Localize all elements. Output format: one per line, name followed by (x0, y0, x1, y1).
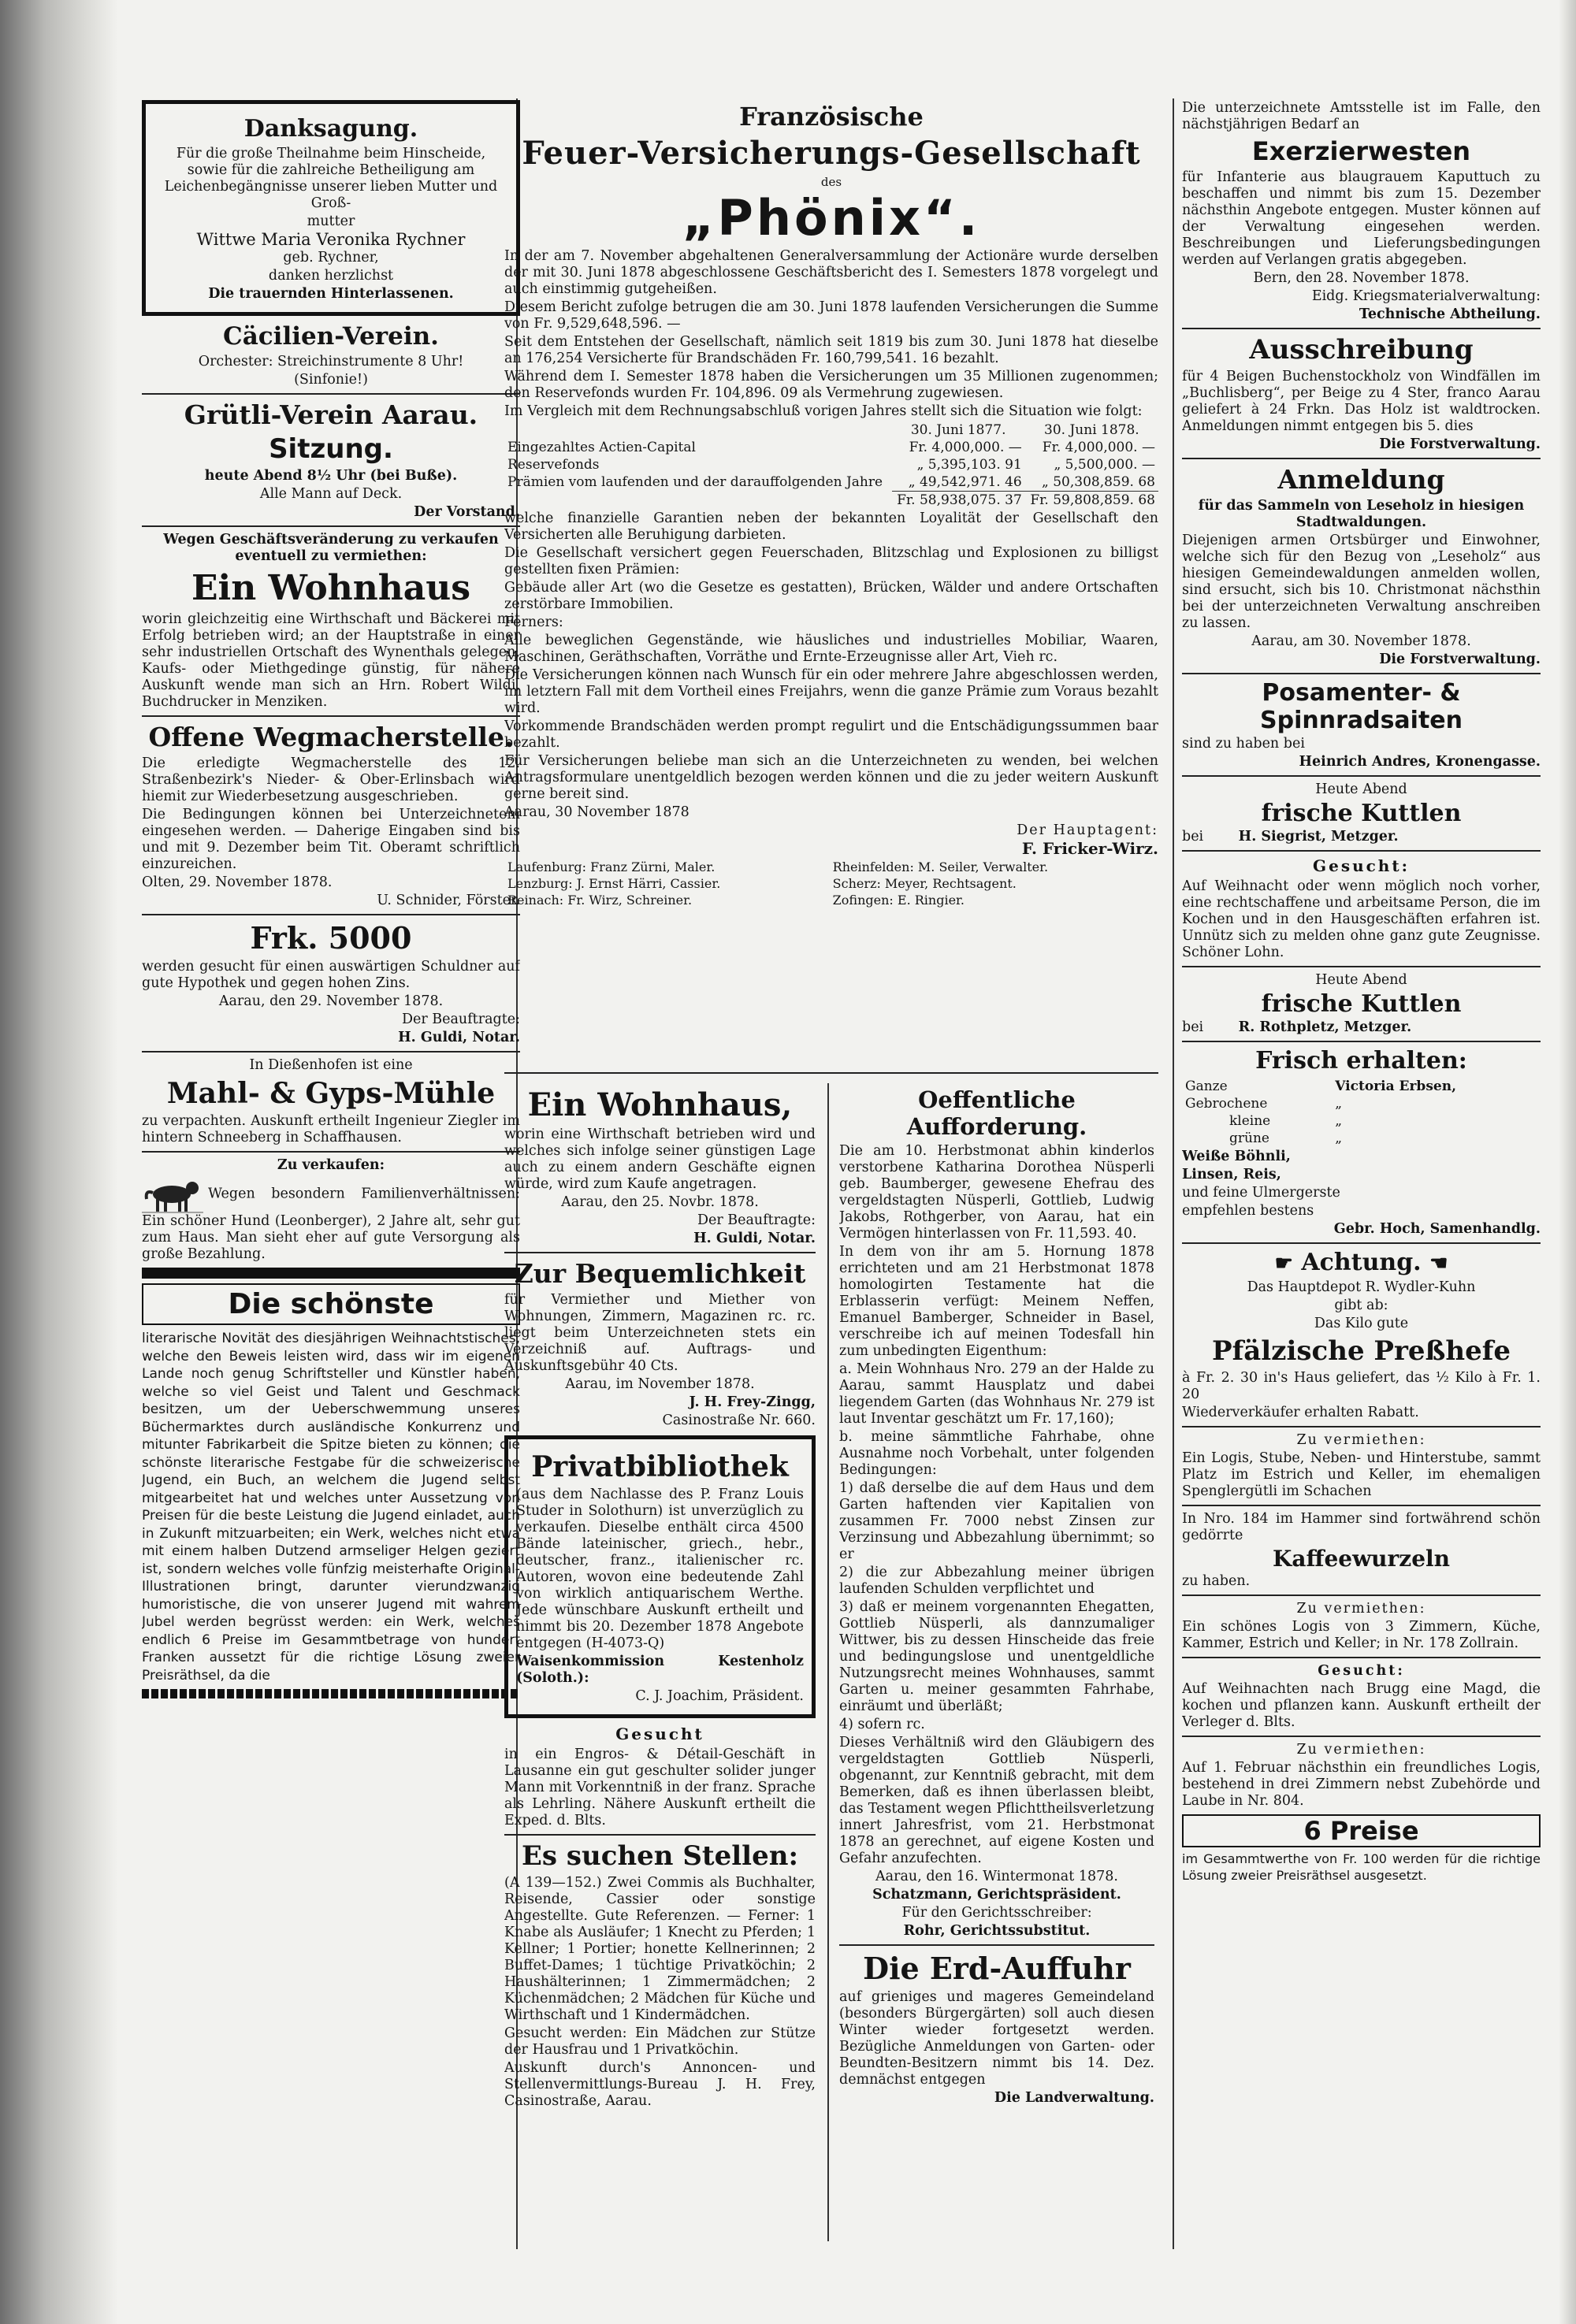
ad-gesucht-magd (1182, 1663, 1541, 1731)
wegmacher-title: Offene Wegmacherstelle. (148, 722, 514, 752)
table-cell: Fr. 4,000,000. — (909, 440, 1022, 455)
preise-title: 6 Preise (1303, 1816, 1419, 1846)
gesucht3-text: Auf Weihnachten nach Brugg eine Magd, die kochen und pflanzen kann. Auskunft ertheilt der Verleger d. Blts. (1182, 1681, 1541, 1730)
bequem-addr: Casinostraße Nr. 660. (662, 1413, 816, 1428)
divider (1182, 1505, 1541, 1506)
phoenix-role: Der Hauptagent: (1017, 822, 1158, 838)
item-value: „ (1335, 1096, 1343, 1112)
kaffee-tail: zu haben. (1182, 1573, 1251, 1589)
divider (142, 914, 520, 915)
danksagung-name: Wittwe Maria Veronika Rychner (196, 230, 466, 249)
table-header: 30. Juni 1877. (910, 422, 1006, 438)
privat-title: Privatbibliothek (531, 1450, 789, 1483)
list-item (1182, 1078, 1541, 1095)
dog-illustration-icon (142, 1175, 203, 1213)
aufforderung-place: Aarau, den 16. Wintermonat 1878. (875, 1869, 1118, 1884)
kuttlen1-bei: bei (1182, 829, 1204, 845)
wohnhaus1-intro: Wegen Geschäftsveränderung zu verkaufen eventuell zu vermiethen: (163, 532, 499, 564)
achtung-text: à Fr. 2. 30 in's Haus geliefert, das ½ Kilo à Fr. 1. 20 (1182, 1370, 1541, 1402)
phoenix-p8: Gebäude aller Art (wo die Gesetze es gestatten), Brücken, Wälder und andere Ortschaften zerstörbare Immobilien. (504, 580, 1158, 612)
ad-achtung (1182, 1249, 1541, 1421)
ad-vermiethen-3 (1182, 1742, 1541, 1810)
table-cell: „ 5,395,103. 91 (916, 457, 1022, 473)
frisch-l4: empfehlen bestens (1182, 1203, 1314, 1219)
ad-privatbibliothek (504, 1435, 816, 1718)
danksagung-text: Für die große Theilnahme beim Hinscheide, sowie für die zahlreiche Betheiligung am Leichenbegängnisse unserer lieben Mutter und Groß- (164, 146, 498, 211)
gruetli-sign: Der Vorstand. (414, 504, 520, 520)
anmeldung-text: Diejenigen armen Ortsbürger und Einwohner, welche sich für den Bezug von „Leseholz“ aus hiesigen Gemeindewaldungen anmelden wollen, sind ersucht, sich bis 10. Christmonat nächsthin bei der unterzeichneten Verwaltung anschreiben zu lassen. (1182, 533, 1541, 631)
gruetli-title: Grütli-Verein Aarau. (184, 399, 478, 430)
wohnhaus2-title: Ein Wohnhaus, (527, 1086, 793, 1123)
achtung-title: Achtung. (1301, 1249, 1422, 1276)
table-cell: „ 49,542,971. 46 (908, 474, 1022, 490)
schoenste-text: literarische Novität des diesjährigen Weihnachtstisches, welche den Beweis leisten wird, dass wir im eigenen Lande noch genug Schriftsteller und Künstler haben, welche so viel Geist und Talent und Geschmack besitzen, um der Ueberschwemmung unseres Büchermarktes durch ausländische Konkurrenz und mitunter Fabrikarbeit die Spitze bieten zu können; die schönste literarische Festgabe für die schweizerische Jugend, ein Buch, an welchem die Jugend selbst mitgearbeitet hat und welches unter Aussetzung von Preisen für die beste Leistung die Jugend einladet, auch in Zukunft mitzuarbeiten; ein Werk, welches nicht etwa mit einem halben Dutzend armseliger Helgen geziert ist, sondern welches volle fünfzig meisterhafte Original-Illustrationen bringt, darunter vierundzwanzig humoristische, die von unserer Jugend mit wahrem Jubel werden begrüsst werden: ein Werk, welches endlich 6 Preise im Gesammtbetrage von hundert Franken aussetzt für die richtige Lösung zweier Preisräthsel, da die (142, 1331, 520, 1684)
aufforderung-p3: Dieses Verhältniß wird den Gläubigern des vergeldstagten Gottlieb Nüsperli, obgenannt, zur Kenntniß gebracht, mit dem Bemerken, daß es ihnen überlassen bleibt, das Testament wegen Pflichttheilsverletzung innert Jahresfrist, vom 21. Herbstmonat 1878 an gerechnet, auf eigene Kosten und Gefahr anzufechten. (839, 1735, 1154, 1866)
exerzier-title: Exerzierwesten (1251, 136, 1471, 166)
table-cell: Eingezahltes Actien-Capital (507, 440, 696, 455)
agent-entry: Lenzburg: J. Ernst Härri, Cassier. (507, 876, 721, 891)
aufforderung-a: a. Mein Wohnhaus Nro. 279 an der Halde zu Aarau, sammt Hausplatz und dabei liegendem Garten (das Wohnhaus Nr. 279 ist laut Inventar geschätzt um Fr. 17,160); (839, 1361, 1154, 1427)
divider (1182, 1426, 1541, 1427)
frk-role: Der Beauftragte: (401, 1012, 520, 1027)
column-rule-right (1173, 98, 1174, 2249)
hund-text (142, 1175, 520, 1263)
hund-text-body: Wegen besondern Familienverhältnissen: Ein schöner Hund (Leonberger), 2 Jahre alt, sehr gut zum Haus. Man sieht eher auf gute Versorgung als große Bezahlung. (142, 1186, 520, 1262)
verm1-title: Zu vermiethen: (1296, 1432, 1426, 1448)
ad-wohnhaus-1 (142, 532, 520, 711)
privat-org: Waisenkommission Kestenholz (Soloth.): (516, 1654, 804, 1686)
anmeldung-sign: Die Forstverwaltung. (1379, 652, 1541, 667)
divider (1182, 1041, 1541, 1042)
bequem-text: für Vermiether und Miether von Wohnungen, Zimmern, Magazinen rc. rc. liegt beim Unterzeichneten stets ein Verzeichniß auf. Auftrags- und Auskunftsgebühr 40 Cts. (504, 1292, 816, 1374)
hund-title: Zu verkaufen: (277, 1157, 385, 1173)
frk-title: Frk. 5000 (250, 920, 412, 956)
wegmacher-place: Olten, 29. November 1878. (142, 874, 333, 890)
aufforderung-b2: 2) die zur Abbezahlung meiner übrigen laufenden Schulden verpflichtet und (839, 1565, 1154, 1597)
frisch-items (1182, 1078, 1541, 1147)
wohnhaus2-role: Der Beauftragte: (697, 1212, 816, 1228)
divider (504, 1834, 816, 1836)
muehle-title: Mahl- & Gyps-Mühle (166, 1077, 496, 1110)
posament-title2: Spinnradsaiten (1259, 707, 1463, 734)
list-item (1182, 1112, 1541, 1130)
ad-frk-5000 (142, 920, 520, 1046)
pointing-hand-icon: ☛ (1274, 1252, 1293, 1275)
phoenix-p6: welche finanzielle Garantien neben der bekannten Loyalität der Gesellschaft den Versicherten alle Beruhigung darbieten. (504, 510, 1158, 543)
kuttlen1-title: frische Kuttlen (1261, 800, 1462, 827)
table-row (504, 892, 1158, 908)
exerzier-place: Bern, den 28. November 1878. (1253, 270, 1470, 286)
divider (504, 1252, 816, 1253)
frk-place: Aarau, den 29. November 1878. (218, 993, 444, 1009)
gesucht1-text: in ein Engros- & Détail-Geschäft in Lausanne ein gut geschulter solider junger Mann mit Vorkenntniß in der franz. Sprache als Lehrling. Nähere Auskunft ertheilt die Exped. d. Blts. (504, 1747, 816, 1828)
privat-text: (aus dem Nachlasse des P. Franz Louis Studer in Solothurn) ist unverzüglich zu verkaufen. Dieselbe enthält circa 4500 Bände lateinischer, griech., hebr., deutscher, franz., italienischer rc. Autoren, wovon eine bedeutende Zahl von wirklich antiquarischem Werthe. Jede wünschbare Auskunft ertheilt und nimmt bis 20. Dezember 1878 Angebote entgegen (H-4073-Q) (516, 1487, 804, 1651)
posament-text: sind zu haben bei (1182, 736, 1305, 752)
column-left (142, 98, 520, 2249)
phoenix-agents (504, 859, 1158, 908)
muehle-text: zu verpachten. Auskunft ertheilt Ingenieur Ziegler im hintern Schneeberg in Schaffhausen. (142, 1113, 520, 1145)
divider (142, 1151, 520, 1153)
verm3-text: Auf 1. Februar nächsthin ein freundliches Logis, bestehend in drei Zimmern nebst Zubehörde und Laube in Nr. 804. (1182, 1760, 1541, 1809)
list-item (1182, 1130, 1541, 1147)
kuttlen2-title: frische Kuttlen (1261, 990, 1462, 1018)
stellen-text: (A 139—152.) Zwei Commis als Buchhalter, Reisende, Cassier oder sonstige Angestellte. Gute Referenzen. — Ferner: 1 Knabe als Ausläufer; 1 Knecht zu Pferden; 1 Kellner; 1 Portier; honette Kellnerinnen; 2 Buffet-Dames; 1 tüchtige Privatköchin; 2 Haushälterinnen; 1 Zimmermädchen; 2 Küchenmädchen; 2 Mädchen für Küche und Wirthschaft und 1 Kindermädchen. (504, 1875, 816, 2023)
ausschreibung-text: für 4 Beigen Buchenstockholz von Windfällen im „Buchlisberg“, per Beige zu 4 Ster, franco Aarau geliefert à 24 Frkn. Das Holz ist waldtrocken. Anmeldungen nimmt entgegen bis 5. dies (1182, 369, 1541, 434)
ad-kuttlen-1 (1182, 781, 1541, 845)
exerzier-sign: Technische Abtheilung. (1359, 306, 1541, 322)
table-row (504, 875, 1158, 892)
achtung-line: Das Hauptdepot R. Wydler-Kuhn (1247, 1279, 1476, 1295)
kuttlen2-line (1182, 1019, 1541, 1036)
ad-kuttlen-2 (1182, 972, 1541, 1036)
muehle-intro: In Dießenhofen ist eine (249, 1057, 413, 1073)
divider-bar (142, 1268, 520, 1279)
aufforderung-p2: In dem von ihr am 5. Hornung 1878 errichteten und am 21 Herbstmonat 1878 homologirten Testamente hat die Erblasserin verfügt: Meinem Neffen, Emanuel Bamberger, Schneider in Basel, verschreibe ich auf meinen Todesfall hin zum unbedingten Eigenthum: (839, 1244, 1154, 1359)
divider (1182, 1736, 1541, 1737)
ad-posamenter (1182, 679, 1541, 770)
phoenix-p3: Seit dem Entstehen der Gesellschaft, nämlich seit 1819 bis zum 30. Juni 1878 hat dieselbe an 176,254 Versicherte für Brandschäden Fr. 160,799,541. 16 bezahlt. (504, 334, 1158, 366)
divider (1182, 458, 1541, 459)
ad-gruetli (142, 399, 520, 521)
exerzier-org: Eidg. Kriegsmaterialverwaltung: (1311, 288, 1541, 304)
agent-entry: Reinach: Fr. Wirz, Schreiner. (507, 893, 693, 908)
aufforderung-b1: 1) daß derselbe die auf dem Haus und dem Garten haftenden vier Kapitalien von zusammen Fr. 7000 nebst Zinsen zur Verzinsung und Abbezahlung übernimmt; so er (839, 1480, 1154, 1562)
agent-entry: Scherz: Meyer, Rechtsagent. (832, 876, 1017, 891)
achtung-heading (1182, 1249, 1541, 1276)
table-row (504, 859, 1158, 875)
ad-anmeldung (1182, 464, 1541, 668)
verm3-title: Zu vermiethen: (1296, 1742, 1426, 1758)
bequem-sign: J. H. Frey-Zingg, (689, 1394, 816, 1410)
table-cell: „ 5,500,000. — (1054, 457, 1155, 473)
verm1-text: Ein Logis, Stube, Neben- und Hinterstube, sammt Platz im Estrich und Keller, im ehemaligen Spenglergütli im Schachen (1182, 1450, 1541, 1499)
phoenix-p13: Für Versicherungen beliebe man sich an die Unterzeichneten zu wenden, bei welchen Antragsformulare unentgeldlich bezogen werden können und die zu jeder weitern Auskunft gerne bereit sind. (504, 753, 1158, 802)
divider-dashed (142, 1689, 520, 1698)
ad-vermiethen-1 (1182, 1432, 1541, 1500)
preise-text: im Gesammtwerthe von Fr. 100 werden für die richtige Lösung zweier Preisräthsel ausgesetzt. (1182, 1851, 1541, 1883)
gesucht1-title: Gesucht (615, 1724, 704, 1743)
table-header: 30. Juni 1878. (1044, 422, 1139, 438)
ad-bequemlichkeit (504, 1258, 816, 1429)
table-cell: Prämien vom laufenden und der darauffolgenden Jahre (507, 474, 883, 491)
item-value: Victoria Erbsen, (1335, 1078, 1456, 1094)
wohnhaus2-text: worin eine Wirthschaft betrieben wird und welches sich infolge seiner günstigen Lage auch zu einem andern Geschäfte eignen würde, wird zum Kaufe angetragen. (504, 1127, 816, 1192)
schoenste-title: Die schönste (228, 1288, 434, 1320)
frisch-title: Frisch erhalten: (1255, 1047, 1467, 1075)
wegmacher-sign: U. Schnider, Förster. (377, 893, 520, 908)
pointing-hand-left-icon: ☚ (1429, 1252, 1448, 1275)
phoenix-p10: Alle beweglichen Gegenstände, wie häusliches und industrielles Mobiliar, Waaren, Maschinen, Geräthschaften, Vorräthe und Ernte-Erzeugnisse aller Art, Vieh rc. (504, 633, 1158, 665)
ad-6-preise (1182, 1814, 1541, 1884)
ad-muehle (142, 1057, 520, 1146)
table-row (504, 492, 1158, 510)
divider (142, 1051, 520, 1052)
ad-vermiethen-2 (1182, 1601, 1541, 1652)
phoenix-h2: Feuer-Versicherungs-Gesellschaft (522, 135, 1141, 172)
wegmacher-text2: Die Bedingungen können bei Unterzeichnetem eingesehen werden. — Daherige Eingaben sind bis und mit 9. Dezember beim Tit. Oberamt schriftlich einzureichen. (142, 807, 520, 872)
column-middle-right (839, 1083, 1154, 2241)
frk-text: werden gesucht für einen auswärtigen Schuldner auf gute Hypothek und gegen hohen Zins. (142, 959, 520, 991)
kuttlen2-intro: Heute Abend (1315, 972, 1407, 988)
phoenix-finance-table (504, 421, 1158, 509)
ad-hund (142, 1157, 520, 1263)
wohnhaus2-place: Aarau, den 25. Novbr. 1878. (561, 1194, 759, 1210)
divider (1182, 1595, 1541, 1596)
list-item (1182, 1095, 1541, 1112)
ad-gesucht-person (1182, 856, 1541, 961)
phoenix-h4: „Phönix“. (682, 189, 981, 247)
table-cell: Fr. 59,808,859. 68 (1025, 492, 1158, 510)
phoenix-p1: In der am 7. November abgehaltenen Generalversammlung der Actionäre wurde derselben der mit 30. Juni 1878 abgeschlossene Geschäftsbericht des I. Semesters 1878 vorgelegt und auch einstimmig gutgeheißen. (504, 248, 1158, 297)
ad-frisch-erhalten (1182, 1047, 1541, 1238)
table-cell (504, 492, 892, 510)
achtung-text2: Wiederverkäufer erhalten Rabatt. (1182, 1405, 1419, 1420)
anmeldung-title: Anmeldung (1277, 464, 1445, 495)
aufforderung-role: Für den Gerichtsschreiber: (901, 1905, 1092, 1921)
caecilien-title: Cäcilien-Verein. (223, 322, 439, 351)
column-right (1182, 98, 1541, 2249)
table-row (504, 473, 1158, 492)
divider (142, 393, 520, 395)
ad-ausschreibung (1182, 334, 1541, 453)
gruetli-sitzung: Sitzung. (269, 433, 393, 465)
exerzier-intro: Die unterzeichnete Amtsstelle ist im Falle, den nächstjährigen Bedarf an (1182, 100, 1541, 132)
wohnhaus2-sign: H. Guldi, Notar. (693, 1231, 816, 1246)
divider (1182, 775, 1541, 777)
frisch-sign: Gebr. Hoch, Samenhandlg. (1333, 1221, 1541, 1237)
agent-entry: Zofingen: E. Ringier. (832, 893, 965, 908)
aufforderung-b3: 3) daß er meinem vorgenannten Ehegatten, Gottlieb Nüsperli, als dannzumaliger Wittwer, bis zu dessen Hinscheide das freie und bedingungslose und unentgeldliche Nutzungsrecht meines Wohnhauses, sammt Garten u. meiner gesammten Fahrhabe, einräumt und überläßt; (839, 1599, 1154, 1714)
frisch-l3: und feine Ulmergerste (1182, 1185, 1340, 1201)
achtung-line2: gibt ab: (1334, 1298, 1388, 1313)
anmeldung-place: Aarau, am 30. November 1878. (1251, 633, 1471, 649)
ad-wohnhaus-2 (504, 1086, 816, 1247)
kuttlen1-sign: H. Siegrist, Metzger. (1238, 829, 1399, 845)
erdfuhr-text: auf grieniges und mageres Gemeindeland (besonders Bürgergärten) soll auch diesen Winter wieder fortgesetzt werden. Bezügliche Anmeldungen von Garten- oder Beundten-Besitzern nimmt bis 14. Dez. demnächst entgegen (839, 1989, 1154, 2088)
ad-schoenste (142, 1283, 520, 1684)
ad-danksagung (142, 100, 520, 316)
phoenix-p5: Im Vergleich mit dem Rechnungsabschluß vorigen Jahres stellt sich die Situation wie folgt: (504, 403, 1143, 419)
wohnhaus1-text: worin gleichzeitig eine Wirthschaft und Bäckerei mit Erfolg betrieben wird; an der Hauptstraße in einer sehr industriellen Ortschaft des Wynenthals gelegen, Kaufs- oder Miethgedinge günstig, für nähere Auskunft wende man sich an Hrn. Robert Wildi, Buchdrucker in Menziken. (142, 611, 520, 710)
item-value: „ (1335, 1130, 1343, 1146)
gruetli-line2: Alle Mann auf Deck. (259, 486, 403, 502)
phoenix-p9: Ferners: (504, 614, 563, 630)
phoenix-p7: Die Gesellschaft versichert gegen Feuerschaden, Blitzschlag und Explosionen zu billigst gestellten fixen Prämien: (504, 545, 1158, 577)
item-label: Ganze (1185, 1078, 1228, 1094)
ad-kaffeewurzeln (1182, 1511, 1541, 1590)
caecilien-line: Orchester: Streichinstrumente 8 Uhr! (198, 354, 464, 369)
phoenix-p2: Diesem Bericht zufolge betrugen die am 30. Juni 1878 laufenden Versicherungen die Summe von Fr. 9,529,648,596. — (504, 299, 1158, 332)
danksagung-thanks: danken herzlichst (268, 268, 394, 284)
item-label: grüne (1229, 1130, 1269, 1146)
table-row (504, 439, 1158, 456)
stellen-text2: Gesucht werden: Ein Mädchen zur Stütze der Hausfrau und 1 Privatköchin. (504, 2025, 816, 2058)
danksagung-born: geb. Rychner, (283, 250, 379, 265)
aufforderung-title: Oeffentliche Aufforderung. (906, 1086, 1087, 1140)
aufforderung-b: b. meine sämmtliche Fahrhabe, ohne Ausnahme noch Vorbehalt, unter folgenden Bedingungen: (839, 1429, 1154, 1478)
verm2-text: Ein schönes Logis von 3 Zimmern, Küche, Kammer, Estrich und Keller; in Nr. 178 Zollrain. (1182, 1619, 1541, 1651)
ad-stellen (504, 1840, 816, 2110)
aufforderung-p1: Die am 10. Herbstmonat abhin kinderlos verstorbene Katharina Dorothea Nüsperli geb. Baumberger, gewesene Ehefrau des vergeldstagten Nüsperli, Gottlieb, Ludwig Jakobs, Rothgerber, von Aarau, hat ein Vermögen hinterlassen von Fr. 11,593. 40. (839, 1143, 1154, 1242)
divider (142, 715, 520, 717)
phoenix-h3: des (820, 175, 842, 189)
caecilien-sub: (Sinfonie!) (294, 372, 368, 388)
column-middle-left (504, 1083, 816, 2241)
wegmacher-text1: Die erledigte Wegmacherstelle des 12. Straßenbezirk's Nieder- & Ober-Erlinsbach wird hiemit zur Wiederbesetzung ausgeschrieben. (142, 755, 520, 804)
book-binding-shadow (0, 0, 118, 2324)
agent-entry: Rheinfelden: M. Seiler, Verwalter. (832, 859, 1049, 874)
phoenix-p11: Die Versicherungen können nach Wunsch für ein oder mehrere Jahre abgeschlossen werden, im letztern Fall mit dem Vortheil eines Freijahrs, wenn die ganze Prämie zum Voraus bezahlt wird. (504, 667, 1158, 716)
anmeldung-sub: für das Sammeln von Leseholz in hiesigen Stadtwaldungen. (1198, 498, 1525, 530)
aufforderung-sign1: Schatzmann, Gerichtspräsident. (872, 1887, 1121, 1903)
phoenix-place: Aarau, 30 November 1878 (504, 804, 690, 820)
danksagung-text2: mutter (307, 213, 355, 229)
item-value: „ (1335, 1113, 1343, 1129)
posament-sign: Heinrich Andres, Kronengasse. (1299, 754, 1541, 770)
gesucht3-title: Gesucht: (1318, 1663, 1405, 1679)
table-cell: „ 50,308,859. 68 (1042, 474, 1155, 490)
gesucht2-title: Gesucht: (1313, 856, 1410, 875)
divider (1182, 966, 1541, 967)
divider (1182, 328, 1541, 329)
kuttlen1-intro: Heute Abend (1315, 781, 1407, 797)
frisch-l1: Weiße Böhnli, (1182, 1149, 1291, 1164)
divider (1182, 850, 1541, 852)
bequem-title: Zur Bequemlichkeit (514, 1258, 806, 1289)
privat-sign: C. J. Joachim, Präsident. (635, 1688, 804, 1704)
danksagung-sign: Die trauernden Hinterlassenen. (208, 286, 454, 302)
danksagung-title: Danksagung. (243, 115, 418, 143)
stellen-text3: Auskunft durch's Annoncen- und Stellenvermittlungs-Bureau J. H. Frey, Casinostraße, Aarau. (504, 2060, 816, 2109)
wohnhaus1-title: Ein Wohnhaus (191, 568, 470, 608)
frk-sign: H. Guldi, Notar. (398, 1030, 520, 1045)
phoenix-p4: Während dem I. Semester 1878 haben die Versicherungen um 35 Millionen zugenommen; den Reservefonds wurden Fr. 104,896. 09 als Vermehrung zugewiesen. (504, 369, 1158, 401)
ad-wegmacher (142, 722, 520, 909)
gruetli-line: heute Abend 8½ Uhr (bei Buße). (204, 468, 458, 484)
divider (142, 525, 520, 527)
kaffee-text: In Nro. 184 im Hammer sind fortwährend schön gedörrte (1182, 1511, 1541, 1543)
phoenix-h1: Französische (739, 102, 924, 132)
divider (504, 1072, 1158, 1074)
kuttlen1-line (1182, 829, 1541, 845)
exerzier-text: für Infanterie aus blaugrauem Kaputtuch zu beschaffen und nimmt bis zum 15. Dezember nächsthin Angebote entgegen. Muster können auf der Verwaltung eingesehen werden. Beschreibungen und Lieferungsbedingungen werden auf Verlangen gratis abgegeben. (1182, 169, 1541, 268)
ad-aufforderung (839, 1086, 1154, 1940)
kaffee-title: Kaffeewurzeln (1272, 1546, 1450, 1572)
kuttlen2-sign: R. Rothpletz, Metzger. (1238, 1019, 1412, 1035)
ad-exerzierwesten (1182, 100, 1541, 323)
divider (839, 1944, 1154, 1946)
page-edge-shadow (1559, 0, 1576, 2324)
divider (1182, 1242, 1541, 1244)
erdfuhr-title: Die Erd-Auffuhr (863, 1951, 1131, 1986)
ausschreibung-sign: Die Forstverwaltung. (1379, 436, 1541, 452)
ad-erdfuhr (839, 1951, 1154, 2107)
posament-title1: Posamenter- & (1262, 679, 1461, 707)
phoenix-agent: F. Fricker-Wirz. (1021, 839, 1158, 858)
table-cell: Fr. 58,938,075. 37 (892, 492, 1025, 510)
aufforderung-b4: 4) sofern rc. (839, 1717, 925, 1732)
item-label: kleine (1229, 1113, 1271, 1129)
phoenix-p12: Vorkommende Brandschäden werden prompt regulirt und die Entschädigungssummen baar bezahlt. (504, 718, 1158, 751)
bequem-place: Aarau, im November 1878. (565, 1376, 755, 1392)
achtung-title2: Pfälzische Preßhefe (1212, 1335, 1511, 1367)
agent-entry: Laufenburg: Franz Zürni, Maler. (507, 859, 716, 874)
achtung-line3: Das Kilo gute (1314, 1316, 1409, 1331)
aufforderung-sign2: Rohr, Gerichtssubstitut. (903, 1923, 1091, 1939)
frisch-l2: Linsen, Reis, (1182, 1167, 1281, 1182)
erdfuhr-sign: Die Landverwaltung. (994, 2090, 1154, 2106)
column-rule-middle (827, 1083, 829, 2241)
ad-caecilien (142, 322, 520, 388)
ad-gesucht-lehrling (504, 1724, 816, 1829)
divider (1182, 1657, 1541, 1658)
divider (1182, 673, 1541, 674)
column-middle (504, 98, 1158, 2249)
table-cell: Reservefonds (507, 457, 600, 473)
table-row (504, 456, 1158, 473)
kuttlen2-bei: bei (1182, 1019, 1204, 1035)
ausschreibung-title: Ausschreibung (1249, 334, 1474, 366)
stellen-title: Es suchen Stellen: (522, 1840, 798, 1872)
item-label: Gebrochene (1185, 1096, 1268, 1112)
ad-phoenix (504, 102, 1158, 908)
verm2-title: Zu vermiethen: (1296, 1601, 1426, 1617)
table-cell: Fr. 4,000,000. — (1042, 440, 1155, 455)
gesucht2-text: Auf Weihnacht oder wenn möglich noch vorher, eine rechtschaffene und arbeitsame Person, die im Kochen und in den Hausgeschäften erfahren ist. Unnütz sich zu melden ohne ganz gute Zeugnisse. Schöner Lohn. (1182, 878, 1541, 960)
